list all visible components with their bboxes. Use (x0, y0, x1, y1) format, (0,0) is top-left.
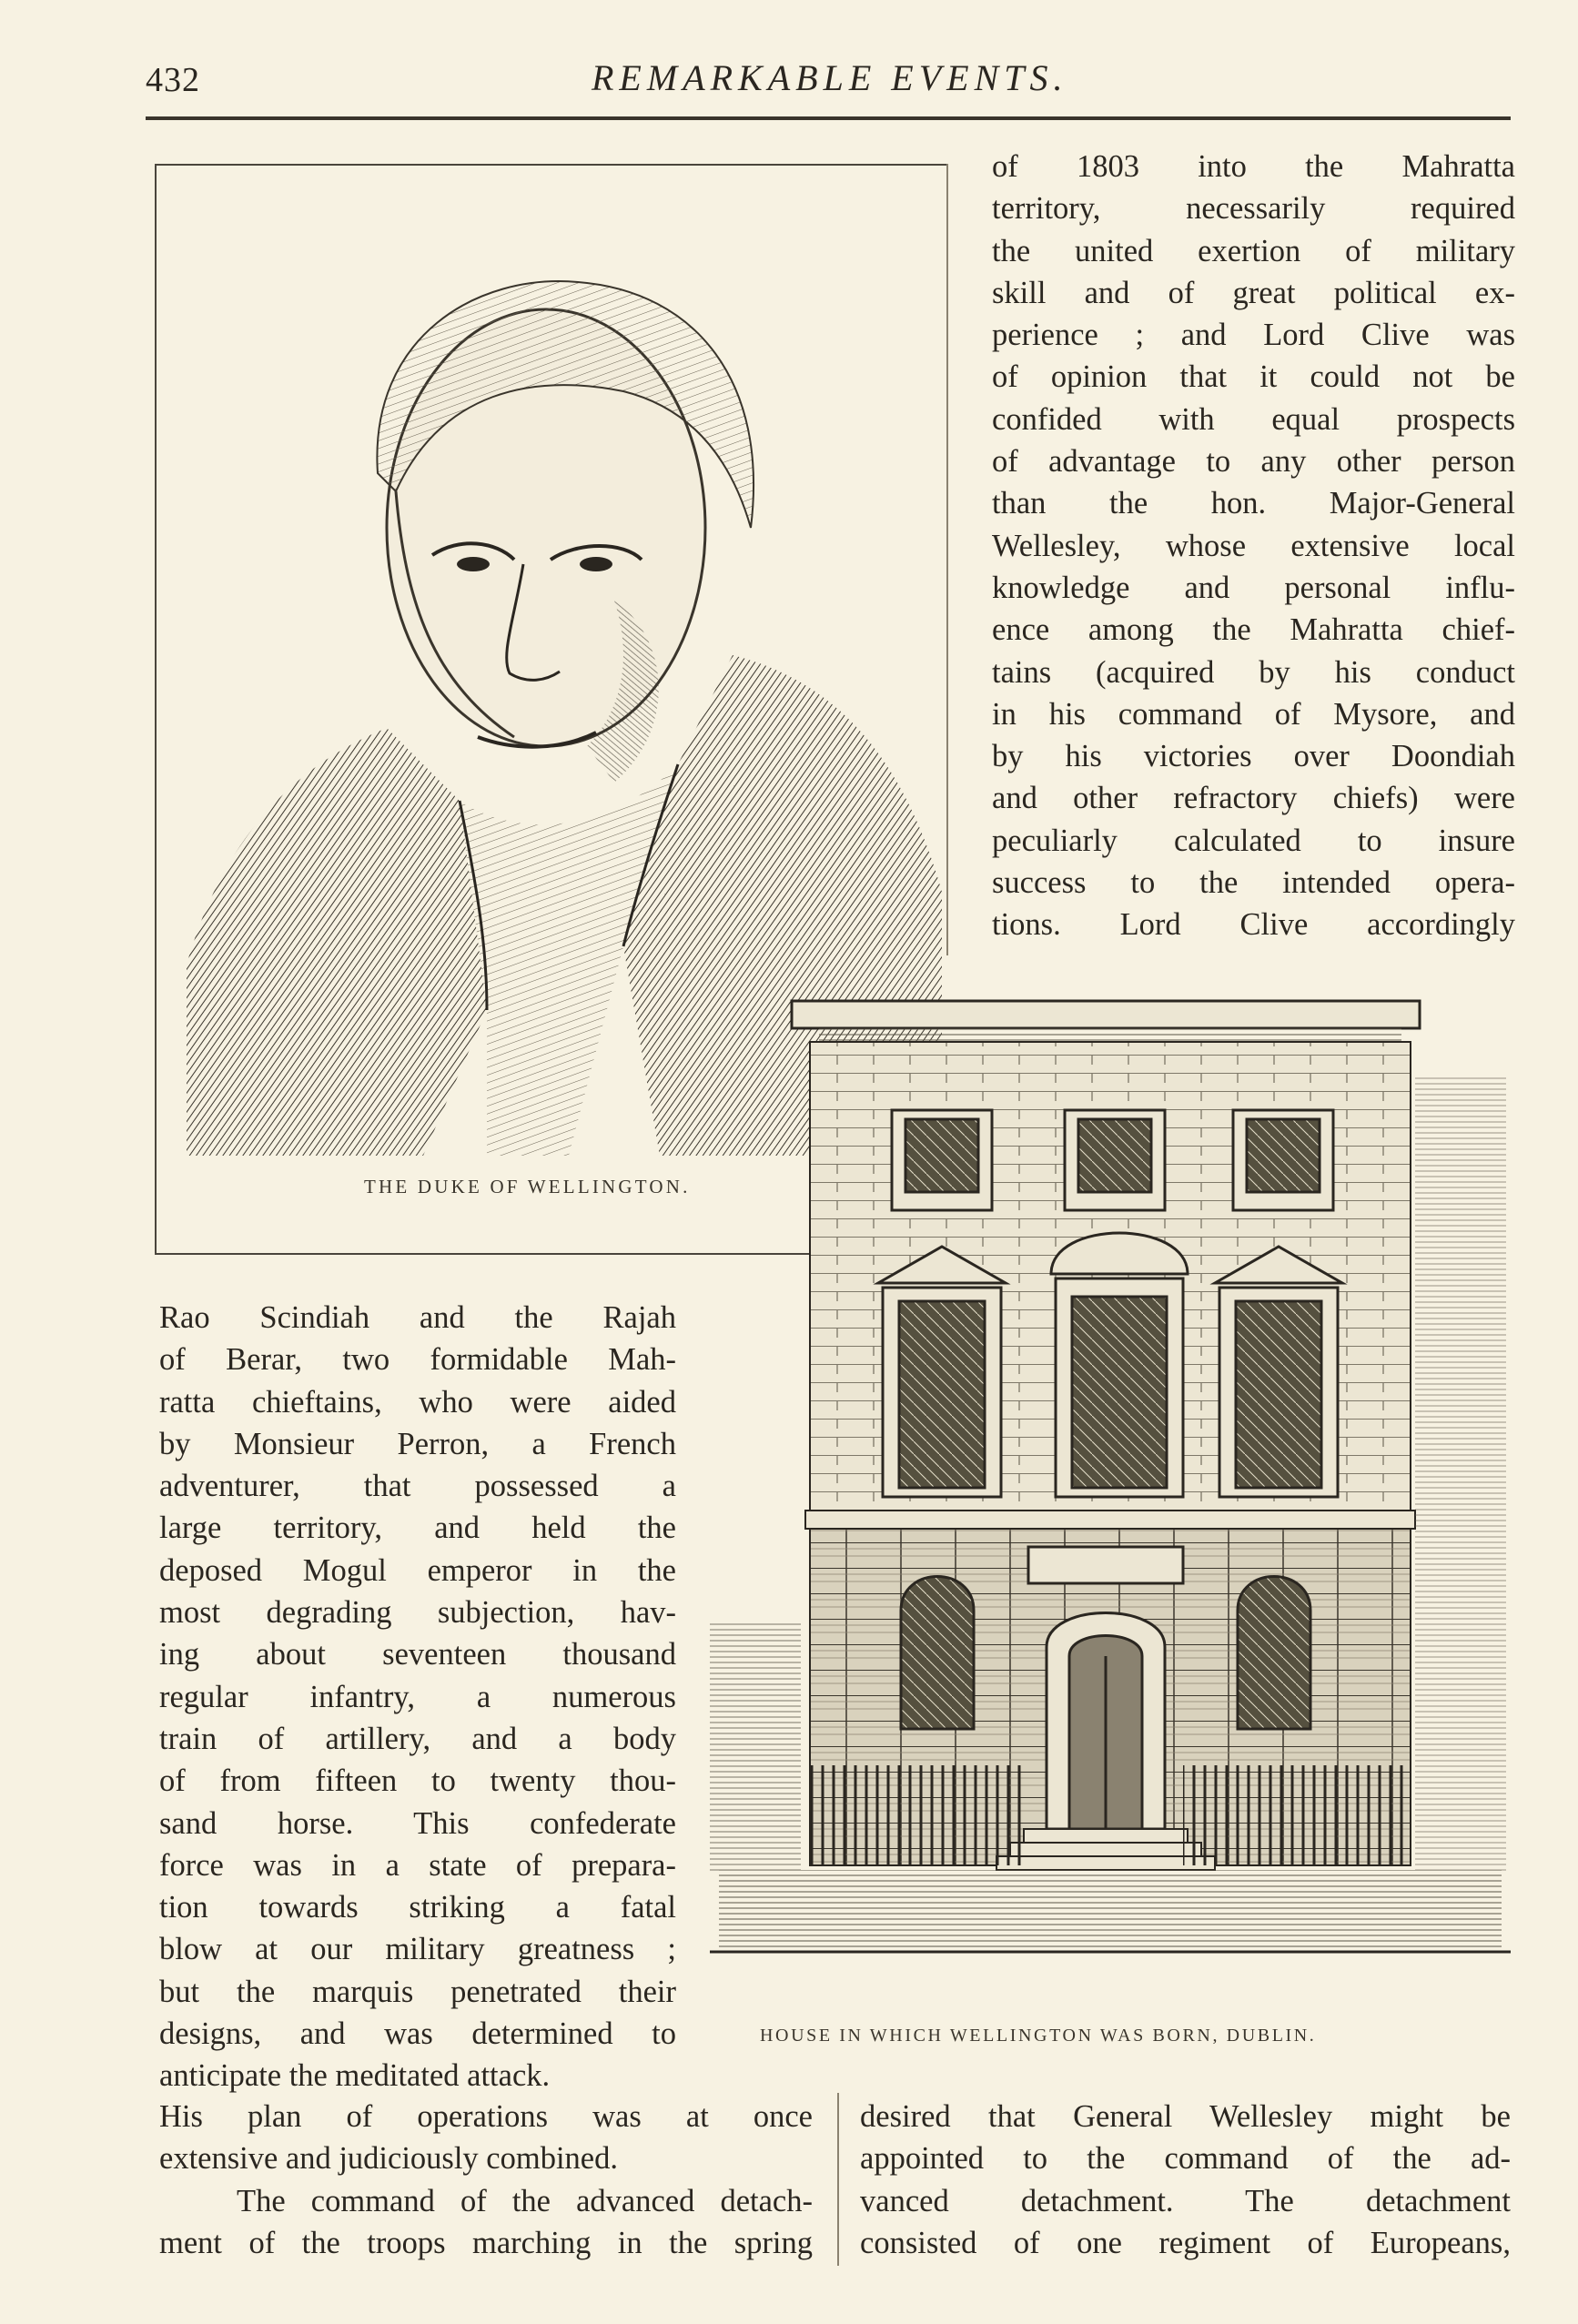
text-line: deposed Mogul emperor in the (159, 1552, 676, 1588)
text-line: ratta chieftains, who were aided (159, 1384, 676, 1420)
text-line: and other refractory chiefs) were (992, 781, 1515, 816)
text-line: most degrading subjection, hav- (159, 1595, 676, 1631)
text-line: The command of the advanced detach- (237, 2183, 813, 2218)
running-title: REMARKABLE EVENTS. (592, 57, 1068, 98)
column-divider-bottom (837, 2093, 839, 2266)
text-line: designs, and was determined to (159, 2016, 676, 2052)
text-line: consisted of one regiment of Europeans, (860, 2225, 1511, 2260)
portrait-caption: THE DUKE OF WELLINGTON. (364, 1176, 691, 1197)
text-column-left-middle (159, 1297, 676, 2097)
text-line: skill and of great political ex- (992, 275, 1515, 310)
text-line: than the hon. Major-General (992, 486, 1515, 521)
text-line: of Berar, two formidable Mah- (159, 1342, 676, 1378)
text-line: success to the intended opera- (992, 865, 1515, 901)
house-engraving (710, 983, 1511, 1993)
text-line: regular infantry, a numerous (159, 1679, 676, 1714)
text-line: Wellesley, whose extensive local (992, 528, 1515, 563)
text-line: adventurer, that possessed a (159, 1469, 676, 1504)
text-line: peculiarly calculated to insure (992, 823, 1515, 858)
text-line: tains (acquired by his conduct (992, 654, 1515, 690)
text-line: ence among the Mahratta chief- (992, 612, 1515, 648)
text-line: sand horse. This confederate (159, 1805, 676, 1841)
text-line: of advantage to any other person (992, 444, 1515, 480)
text-line: His plan of operations was at once (159, 2099, 813, 2134)
text-line: tions. Lord Clive accordingly (992, 907, 1515, 943)
text-column-bottom-right (860, 2096, 1511, 2264)
text-line: but the marquis penetrated their (159, 1974, 676, 2009)
text-line: large territory, and held the (159, 1511, 676, 1546)
text-line: in his command of Mysore, and (992, 696, 1515, 732)
text-line: of opinion that it could not be (992, 359, 1515, 395)
text-line: of from fifteen to twenty thou- (159, 1763, 676, 1799)
house-illustration (710, 983, 1511, 1993)
text-line: train of artillery, and a body (159, 1721, 676, 1756)
text-line: extensive and judiciously combined. (159, 2141, 618, 2177)
text-line: of 1803 into the Mahratta (992, 149, 1515, 184)
text-line: blow at our military greatness ; (159, 1932, 676, 1967)
text-column-bottom-left (159, 2096, 813, 2264)
text-line: by his victories over Doondiah (992, 739, 1515, 774)
text-line: by Monsieur Perron, a French (159, 1426, 676, 1461)
text-line: desired that General Wellesley might be (860, 2099, 1511, 2134)
house-caption: HOUSE IN WHICH WELLINGTON WAS BORN, DUBLIN. (760, 2026, 1317, 2046)
text-line: territory, necessarily required (992, 191, 1515, 227)
text-line: Rao Scindiah and the Rajah (159, 1300, 676, 1335)
column-divider-top (946, 164, 948, 955)
text-line: confided with equal prospects (992, 401, 1515, 437)
text-line: knowledge and personal influ- (992, 570, 1515, 605)
text-line: ing about seventeen thousand (159, 1637, 676, 1672)
text-line: ment of the troops marching in the spring (159, 2225, 813, 2260)
text-line: perience ; and Lord Clive was (992, 318, 1515, 353)
text-line: vanced detachment. The detachment (860, 2183, 1511, 2218)
text-line: force was in a state of prepara- (159, 1847, 676, 1883)
text-line: the united exertion of military (992, 233, 1515, 268)
text-line: tion towards striking a fatal (159, 1890, 676, 1925)
text-column-top-right (992, 146, 1515, 946)
page-number: 432 (146, 61, 200, 99)
text-line: anticipate the meditated attack. (159, 2058, 551, 2094)
text-line: appointed to the command of the ad- (860, 2141, 1511, 2177)
header-rule (146, 116, 1511, 120)
